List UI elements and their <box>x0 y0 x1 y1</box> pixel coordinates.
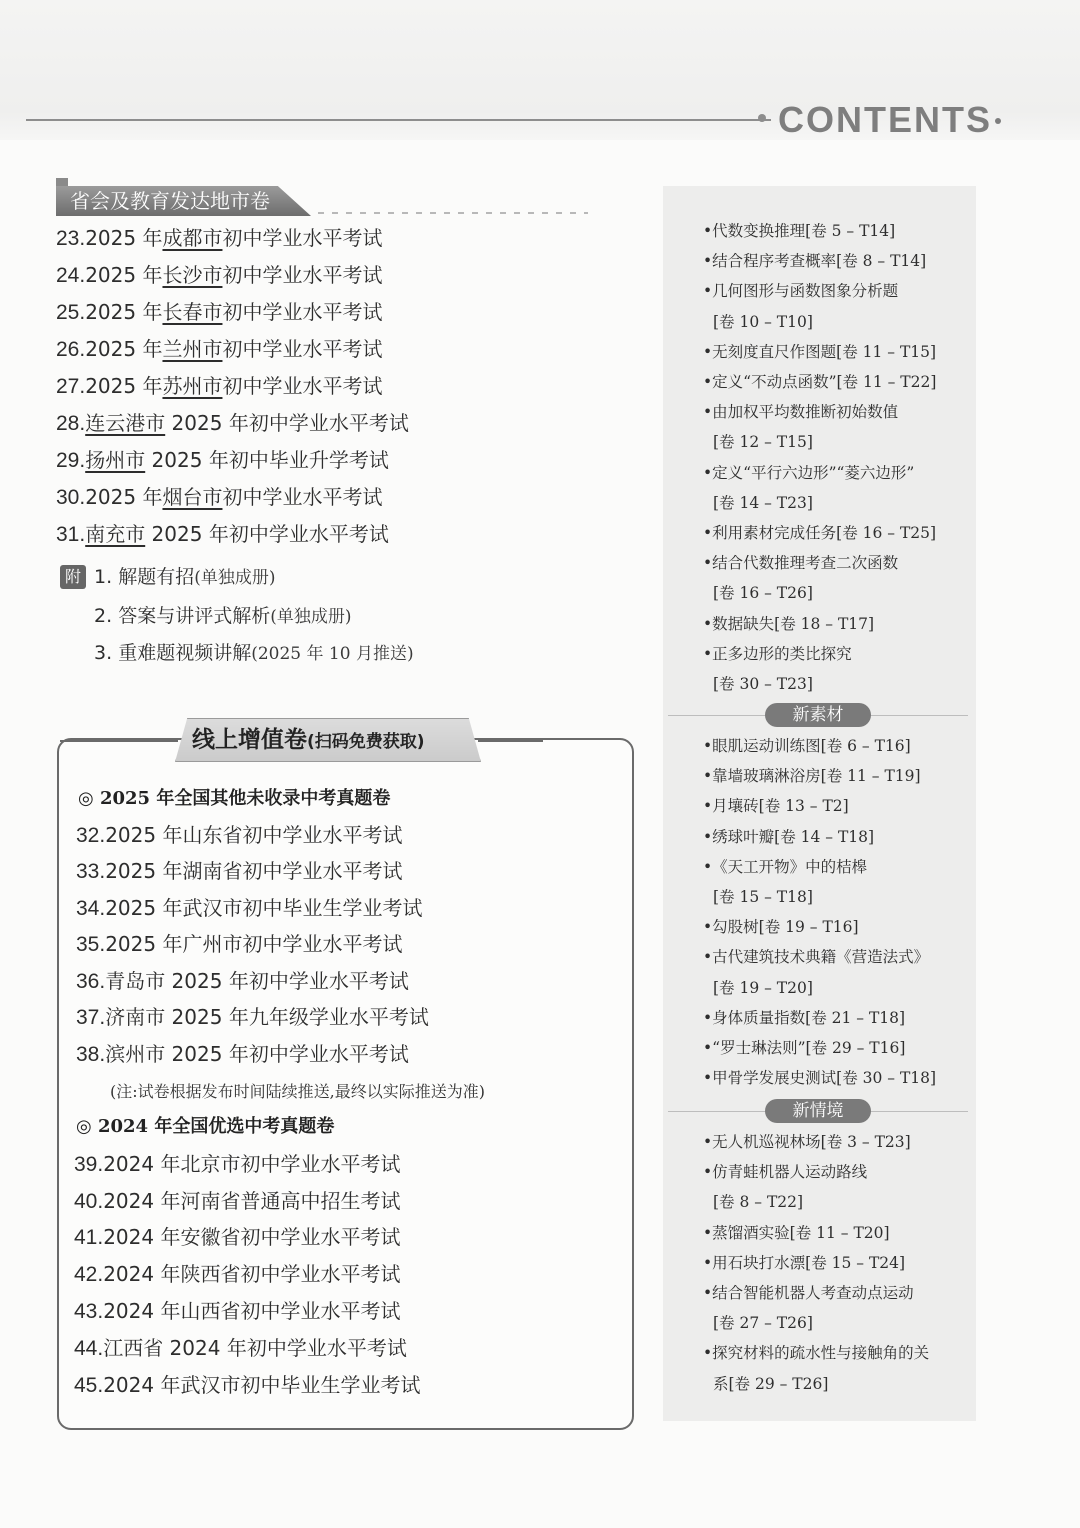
topic-item[interactable]: [卷 30 – T23] <box>713 675 813 693</box>
section-banner-title: 省会及教育发达地市卷 <box>70 189 270 213</box>
topic-item[interactable]: •眼肌运动训练图[卷 6 – T16] <box>703 737 911 755</box>
list-item[interactable]: 34.2025 年武汉市初中毕业生学业考试 <box>76 896 423 920</box>
online-push-note: (注:试卷根据发布时间陆续推送,最终以实际推送为准) <box>110 1082 485 1101</box>
header-rule <box>26 119 771 121</box>
topic-item[interactable]: •古代建筑技术典籍《营造法式》 <box>703 948 930 966</box>
appendix-item[interactable]: 3. 重难题视频讲解(2025 年 10 月推送) <box>94 642 414 664</box>
topic-item[interactable]: •用石块打水漂[卷 15 – T24] <box>703 1254 906 1272</box>
contents-title: CONTENTS <box>778 99 992 140</box>
list-item[interactable]: 40.2024 年河南省普通高中招生考试 <box>74 1189 401 1213</box>
list-item[interactable]: 39.2024 年北京市初中学业水平考试 <box>74 1152 401 1176</box>
topic-item[interactable]: •数据缺失[卷 18 – T17] <box>703 615 875 633</box>
topic-item[interactable]: [卷 8 – T22] <box>713 1193 804 1211</box>
topic-item[interactable]: •靠墙玻璃淋浴房[卷 11 – T19] <box>703 767 921 785</box>
list-item[interactable]: 35.2025 年广州市初中学业水平考试 <box>76 932 403 956</box>
online-group-2024-title: ◎ 2024 年全国优选中考真题卷 <box>76 1116 335 1137</box>
list-item[interactable]: 36.青岛市 2025 年初中学业水平考试 <box>76 969 409 993</box>
topic-item[interactable]: 系[卷 29 – T26] <box>713 1375 829 1393</box>
new-material-pill: 新素材 <box>765 703 871 727</box>
topic-item[interactable]: •代数变换推理[卷 5 – T14] <box>703 222 896 240</box>
topic-item[interactable]: [卷 27 – T26] <box>713 1314 813 1332</box>
topic-item[interactable]: •无人机巡视林场[卷 3 – T23] <box>703 1133 911 1151</box>
topic-item[interactable]: •结合智能机器人考查动点运动 <box>703 1284 914 1302</box>
online-bonus-subtitle: (扫码免费获取) <box>307 732 425 752</box>
topic-item[interactable]: •蒸馏酒实验[卷 11 – T20] <box>703 1224 890 1242</box>
topic-item[interactable]: •利用素材完成任务[卷 16 – T25] <box>703 524 937 542</box>
topic-item[interactable]: •身体质量指数[卷 21 – T18] <box>703 1009 906 1027</box>
topic-item[interactable]: •月壤砖[卷 13 – T2] <box>703 797 849 815</box>
online-group-2025-title: ◎ 2025 年全国其他未收录中考真题卷 <box>78 788 391 809</box>
topic-item[interactable]: [卷 16 – T26] <box>713 584 813 602</box>
appendix-badge: 附 <box>60 565 86 589</box>
list-item[interactable]: 23.2025 年成都市初中学业水平考试 <box>56 226 383 250</box>
list-item[interactable]: 32.2025 年山东省初中学业水平考试 <box>76 823 403 847</box>
topic-item[interactable]: •定义“平行六边形”“菱六边形” <box>703 464 915 482</box>
list-item[interactable]: 45.2024 年武汉市初中毕业生学业考试 <box>74 1373 421 1397</box>
topic-item[interactable]: •结合程序考查概率[卷 8 – T14] <box>703 252 927 270</box>
topic-item[interactable]: •由加权平均数推断初始数值 <box>703 403 899 421</box>
list-item[interactable]: 43.2024 年山西省初中学业水平考试 <box>74 1299 401 1323</box>
topic-item[interactable]: •《天工开物》中的桔槔 <box>703 858 868 876</box>
list-item[interactable]: 42.2024 年陕西省初中学业水平考试 <box>74 1262 401 1286</box>
topic-item[interactable]: •正多边形的类比探究 <box>703 645 852 663</box>
appendix-item[interactable]: 1. 解题有招(单独成册) <box>94 566 276 588</box>
list-item[interactable]: 27.2025 年苏州市初中学业水平考试 <box>56 374 383 398</box>
list-item[interactable]: 38.滨州市 2025 年初中学业水平考试 <box>76 1042 409 1066</box>
topic-item[interactable]: [卷 14 – T23] <box>713 494 813 512</box>
topic-item[interactable]: [卷 10 – T10] <box>713 313 813 331</box>
list-item[interactable]: 37.济南市 2025 年九年级学业水平考试 <box>76 1005 429 1029</box>
topic-item[interactable]: •几何图形与函数图象分析题 <box>703 282 899 300</box>
online-box-rule-right <box>478 740 543 742</box>
topic-item[interactable]: [卷 15 – T18] <box>713 888 813 906</box>
topic-item[interactable]: •仿青蛙机器人运动路线 <box>703 1163 868 1181</box>
topic-item[interactable]: •“罗士琳法则”[卷 29 – T16] <box>703 1039 906 1057</box>
banner-dotted-rule <box>318 212 588 214</box>
list-item[interactable]: 33.2025 年湖南省初中学业水平考试 <box>76 859 403 883</box>
list-item[interactable]: 44.江西省 2024 年初中学业水平考试 <box>74 1336 407 1360</box>
topic-item[interactable]: [卷 12 – T15] <box>713 433 813 451</box>
topic-item[interactable]: •无刻度直尺作图题[卷 11 – T15] <box>703 343 937 361</box>
list-item[interactable]: 30.2025 年烟台市初中学业水平考试 <box>56 485 383 509</box>
list-item[interactable]: 29.扬州市 2025 年初中毕业升学考试 <box>56 448 389 472</box>
list-item[interactable]: 24.2025 年长沙市初中学业水平考试 <box>56 263 383 287</box>
list-item[interactable]: 31.南充市 2025 年初中学业水平考试 <box>56 522 389 546</box>
list-item[interactable]: 28.连云港市 2025 年初中学业水平考试 <box>56 411 409 435</box>
list-item[interactable]: 25.2025 年长春市初中学业水平考试 <box>56 300 383 324</box>
list-item[interactable]: 26.2025 年兰州市初中学业水平考试 <box>56 337 383 361</box>
contents-dot <box>995 118 1001 124</box>
topic-item[interactable]: •绣球叶瓣[卷 14 – T18] <box>703 828 875 846</box>
topic-item[interactable]: •勾股树[卷 19 – T16] <box>703 918 859 936</box>
topic-item[interactable]: •定义“不动点函数”[卷 11 – T22] <box>703 373 937 391</box>
online-bonus-title: 线上增值卷(扫码免费获取) <box>192 727 425 753</box>
online-box-rule-left <box>60 740 178 742</box>
list-item[interactable]: 41.2024 年安徽省初中学业水平考试 <box>74 1225 401 1249</box>
header-rule-dot <box>758 114 766 122</box>
topic-item[interactable]: [卷 19 – T20] <box>713 979 813 997</box>
appendix-item[interactable]: 2. 答案与讲评式解析(单独成册) <box>94 605 352 627</box>
topic-item[interactable]: •探究材料的疏水性与接触角的关 <box>703 1344 930 1362</box>
new-context-pill: 新情境 <box>765 1099 871 1123</box>
topic-item[interactable]: •结合代数推理考查二次函数 <box>703 554 899 572</box>
topic-item[interactable]: •甲骨学发展史测试[卷 30 – T18] <box>703 1069 937 1087</box>
